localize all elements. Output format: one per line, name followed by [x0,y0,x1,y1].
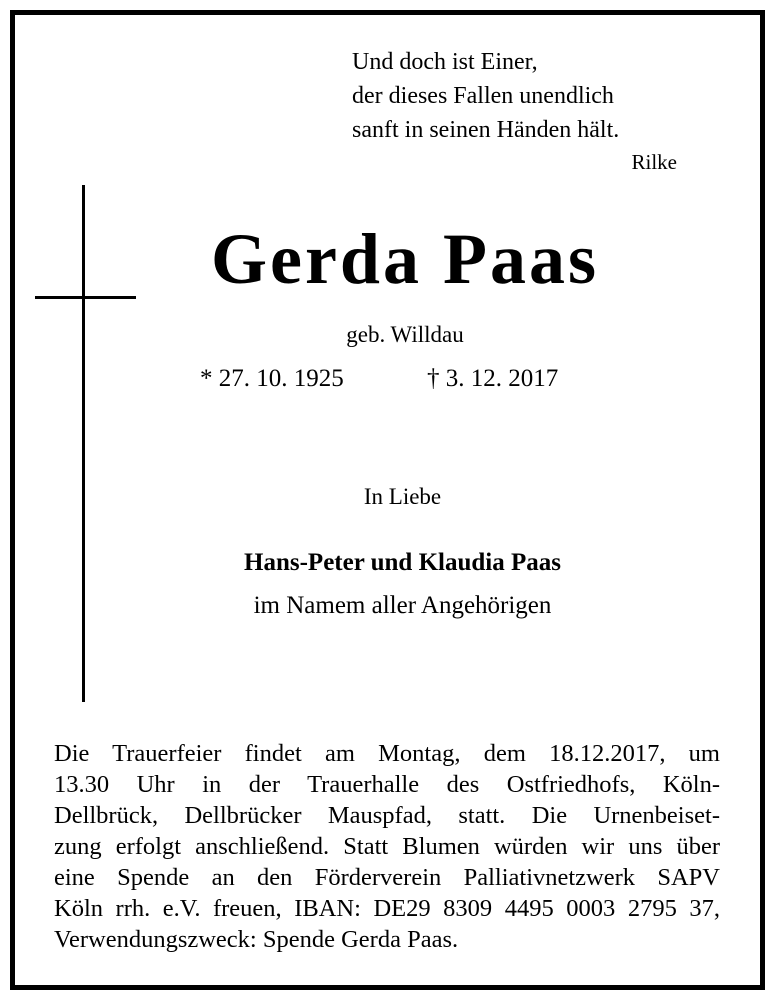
death-date: † 3. 12. 2017 [427,365,559,392]
quote-author: Rilke [631,150,677,174]
quote-line: Und doch ist Einer, [352,49,538,75]
notice-line: Die Trauerfeier findet am Montag, dem 18.12.2017, um [54,740,720,767]
relatives-text: im Namem aller Angehörigen [253,592,552,619]
in-love-text: In Liebe [363,484,442,509]
notice-line: eine Spende an den Förderverein Palliativnetzwerk SAPV [54,864,720,891]
mourner-names: Hans-Peter und Klaudia Paas [244,549,561,576]
notice-line: Köln rrh. e.V. freuen, IBAN: DE29 8309 4495 0003 2795 37, [54,895,720,922]
quote-line: sanft in seinen Händen hält. [352,117,620,143]
funeral-notice [54,738,720,955]
notice-line: Dellbrück, Dellbrücker Mauspfad, statt. Die Urnenbeiset- [54,802,720,829]
notice-line: zung erfolgt anschließend. Statt Blumen würden wir uns über [54,833,720,860]
birth-date: * 27. 10. 1925 [200,365,344,392]
quote-line: der dieses Fallen unendlich [352,83,614,109]
rilke-quote [352,45,619,147]
birth-name: geb. Willdau [346,322,464,347]
deceased-name: Gerda Paas [211,219,599,299]
notice-line: Verwendungszweck: Spende Gerda Paas. [54,926,459,953]
notice-line: 13.30 Uhr in der Trauerhalle des Ostfriedhofs, Köln- [54,771,720,798]
